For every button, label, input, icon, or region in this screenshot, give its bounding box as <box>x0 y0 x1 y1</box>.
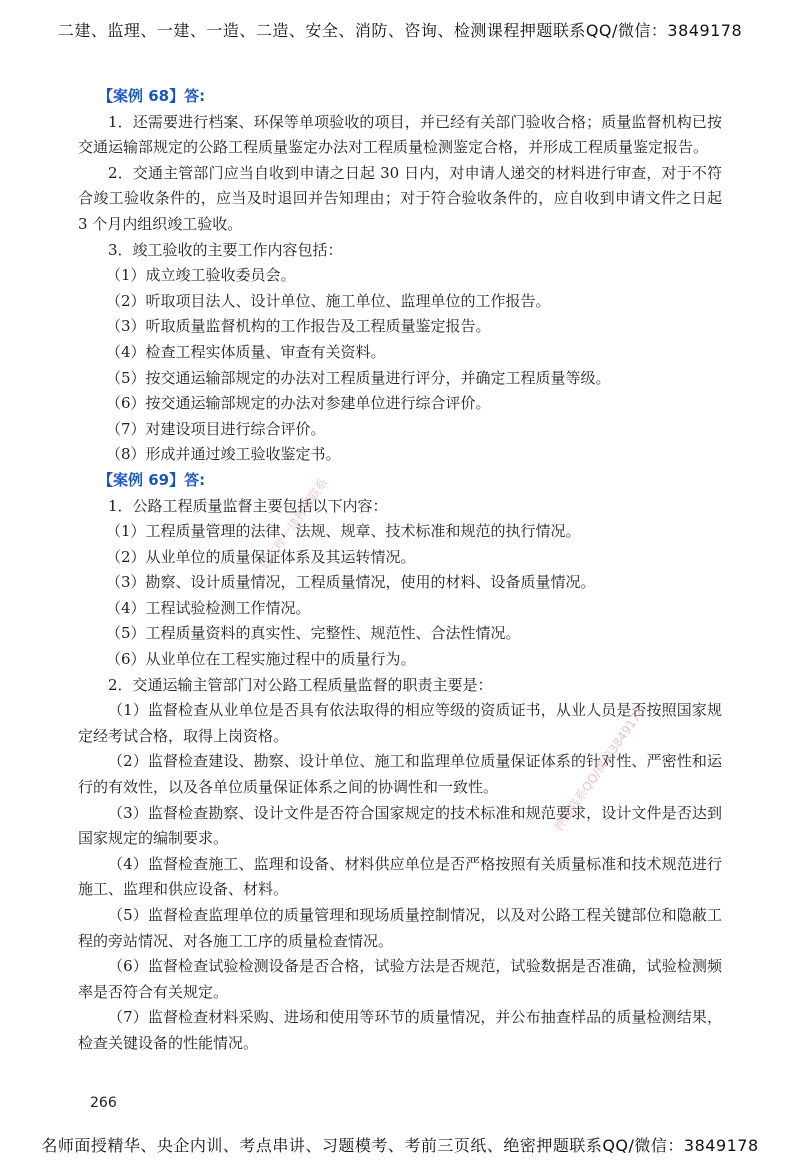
case-69-duty-item: （5）监督检查监理单位的质量管理和现场质量控制情况，以及对公路工程关键部位和隐蔽工程的旁站情况、对各施工工序的质量检查情况。 <box>78 906 722 950</box>
case-68-item: （2）听取项目法人、设计单位、施工单位、监理单位的工作报告。 <box>106 291 551 310</box>
case-68-item: （7）对建设项目进行综合评价。 <box>106 419 326 438</box>
case-69-item: （3）勘察、设计质量情况，工程质量情况，使用的材料、设备质量情况。 <box>106 573 596 592</box>
watermark: 押题联系QQ/微信3849178 <box>551 703 648 834</box>
case-69-paragraph-1: 1．公路工程质量监督主要包括以下内容： <box>108 496 388 515</box>
watermark: 二建监理一建押题联系 <box>250 475 331 582</box>
case-69-duty-item: （2）监督检查建设、勘察、设计单位、施工和监理单位质量保证体系的针对性、严密性和运行的有效性，以及各单位质量保证体系之间的协调性和一致性。 <box>78 752 722 797</box>
case-69-title: 【案例 69】答: <box>98 470 206 489</box>
case-69-item: （2）从业单位的质量保证体系及其运转情况。 <box>106 547 416 566</box>
case-69-item: （5）工程质量资料的真实性、完整性、规范性、合法性情况。 <box>106 624 521 643</box>
case-68-title: 【案例 68】答: <box>98 87 206 105</box>
case-68-item: （3）听取质量监督机构的工作报告及工程质量鉴定报告。 <box>106 317 491 336</box>
answer-content <box>78 84 722 1057</box>
case-68-item: （6）按交通运输部规定的办法对参建单位进行综合评价。 <box>106 394 491 413</box>
case-68-item: （8）形成并通过竣工验收鉴定书。 <box>106 445 341 464</box>
case-68-paragraph-2: 2．交通主管部门应当自收到申请之日起 30 日内，对申请人递交的材料进行审查，对于不符合竣工验收条件的，应当及时退回并告知理由；对于符合验收条件的，应自收到申请文件之日起 3 个月内组织竣工验收。 <box>78 163 722 233</box>
top-banner: 二建、监理、一建、一造、二造、安全、消防、咨询、检测课程押题联系QQ/微信：3849178 <box>57 21 743 40</box>
case-68-paragraph-3: 3．竣工验收的主要工作内容包括： <box>108 240 343 259</box>
case-68-item: （1）成立竣工验收委员会。 <box>106 266 296 285</box>
bottom-banner: 名师面授精华、央企内训、考点串讲、习题模考、考前三页纸、绝密押题联系QQ/微信：3849178 <box>41 1136 759 1155</box>
case-69-item: （6）从业单位在工程实施过程中的质量行为。 <box>106 650 416 669</box>
case-69-paragraph-2: 2．交通运输主管部门对公路工程质量监督的职责主要是： <box>108 675 493 694</box>
case-69-item: （4）工程试验检测工作情况。 <box>106 598 311 617</box>
case-68-paragraph-1: 1．还需要进行档案、环保等单项验收的项目，并已经有关部门验收合格；质量监督机构已按交通运输部规定的公路工程质量鉴定办法对工程质量检测鉴定合格，并形成工程质量鉴定报告。 <box>78 112 722 157</box>
case-68-item: （4）检查工程实体质量、审查有关资料。 <box>106 342 386 361</box>
case-69-duty-item: （3）监督检查勘察、设计文件是否符合国家规定的技术标准和规范要求，设计文件是否达到国家规定的编制要求。 <box>78 803 722 848</box>
case-69-item: （1）工程质量管理的法律、法规、规章、技术标准和规范的执行情况。 <box>106 522 581 541</box>
case-69-duty-item: （1）监督检查从业单位是否具有依法取得的相应等级的资质证书，从业人员是否按照国家规定经考试合格，取得上岗资格。 <box>78 701 722 745</box>
case-68-item: （5）按交通运输部规定的办法对工程质量进行评分，并确定工程质量等级。 <box>106 368 611 387</box>
case-69-duty-item: （6）监督检查试验检测设备是否合格，试验方法是否规范，试验数据是否准确，试验检测频率是否符合有关规定。 <box>78 957 722 1001</box>
case-69-duty-item: （7）监督检查材料采购、进场和使用等环节的质量情况，并公布抽查样品的质量检测结果，检查关键设备的性能情况。 <box>78 1008 722 1052</box>
case-69-duty-item: （4）监督检查施工、监理和设备、材料供应单位是否严格按照有关质量标准和技术规范进行施工、监理和供应设备、材料。 <box>78 854 722 899</box>
page-number: 266 <box>90 1095 117 1111</box>
